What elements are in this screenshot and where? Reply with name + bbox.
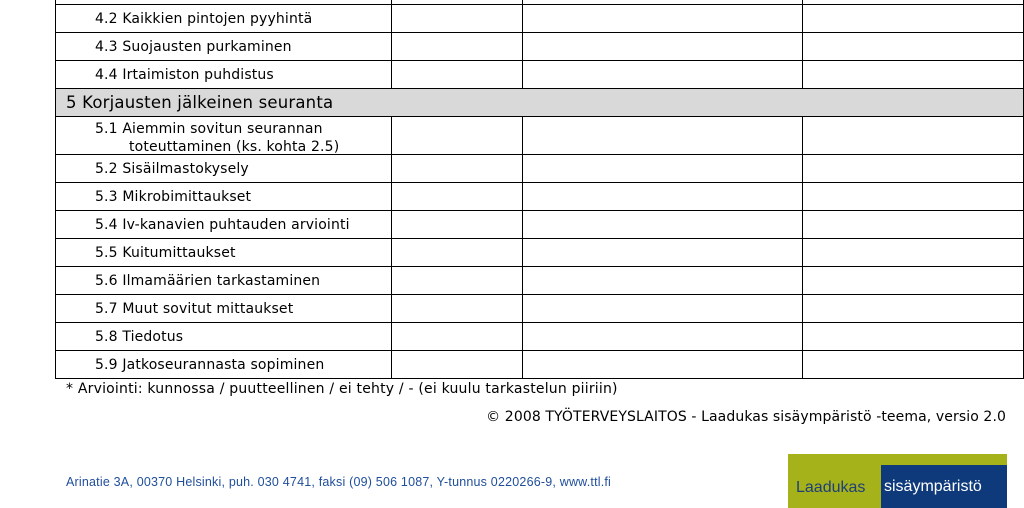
cell-responsible[interactable]: [803, 239, 1024, 266]
cell-responsible[interactable]: [803, 267, 1024, 294]
cell-rating[interactable]: [392, 117, 523, 154]
cell-notes[interactable]: [523, 155, 803, 182]
cell-rating[interactable]: [392, 211, 523, 238]
logo-word-laadukas: Laadukas: [796, 479, 866, 496]
cell-rating[interactable]: [392, 183, 523, 210]
row-label: 4.3 Suojausten purkaminen: [95, 38, 292, 55]
cell-rating[interactable]: [392, 33, 523, 60]
cell-notes[interactable]: [523, 117, 803, 154]
table-row: [56, 183, 1024, 211]
contact-address: Arinatie 3A, 00370 Helsinki, puh. 030 4741, faksi (09) 506 1087, Y-tunnus 0220266-9, www.ttl.fi: [66, 475, 612, 489]
cell-responsible[interactable]: [803, 323, 1024, 350]
cell-rating[interactable]: [392, 239, 523, 266]
cell-rating[interactable]: [392, 267, 523, 294]
cell-rating[interactable]: [392, 323, 523, 350]
cell-notes[interactable]: [523, 323, 803, 350]
row-label: 5.5 Kuitumittaukset: [95, 244, 236, 261]
table-row: [56, 351, 1024, 379]
table-row: [56, 61, 1024, 89]
table-row: [56, 5, 1024, 33]
cell-rating[interactable]: [392, 5, 523, 32]
row-label: [95, 120, 339, 154]
laadukas-sisaymparisto-logo: [788, 454, 1007, 508]
cell-responsible[interactable]: [803, 351, 1024, 378]
row-label: 4.2 Kaikkien pintojen pyyhintä: [95, 10, 313, 27]
table-row: [56, 239, 1024, 267]
cell-notes[interactable]: [523, 267, 803, 294]
cell-notes[interactable]: [523, 5, 803, 32]
row-label: 4.4 Irtaimiston puhdistus: [95, 66, 274, 83]
table-row: [56, 155, 1024, 183]
table-row: [56, 295, 1024, 323]
row-label: 5.4 Iv-kanavien puhtauden arviointi: [95, 216, 350, 233]
cell-responsible[interactable]: [803, 5, 1024, 32]
cell-notes[interactable]: [523, 239, 803, 266]
row-label: 5.3 Mikrobimittaukset: [95, 188, 252, 205]
row-label: 5.6 Ilmamäärien tarkastaminen: [95, 272, 321, 289]
logo-word-sisaymparisto: sisäympäristö: [884, 478, 982, 495]
cell-responsible[interactable]: [803, 61, 1024, 88]
cell-rating[interactable]: [392, 155, 523, 182]
cell-responsible[interactable]: [803, 33, 1024, 60]
table-row: [56, 211, 1024, 239]
cell-notes[interactable]: [523, 183, 803, 210]
cell-notes[interactable]: [523, 61, 803, 88]
cell-responsible[interactable]: [803, 295, 1024, 322]
row-label: 5.7 Muut sovitut mittaukset: [95, 300, 294, 317]
cell-rating[interactable]: [392, 351, 523, 378]
row-label: 5.9 Jatkoseurannasta sopiminen: [95, 356, 325, 373]
cell-rating[interactable]: [392, 61, 523, 88]
row-label: 5.2 Sisäilmastokysely: [95, 160, 249, 177]
row-label-line1: 5.1 Aiemmin sovitun seurannan: [95, 121, 323, 137]
rating-footnote: * Arviointi: kunnossa / puutteellinen / ei tehty / - (ei kuulu tarkastelun piiriin): [66, 381, 618, 397]
table-row: [56, 267, 1024, 295]
table-row: [56, 33, 1024, 61]
row-label-line2: toteuttaminen (ks. kohta 2.5): [129, 139, 340, 155]
section-header: 5 Korjausten jälkeinen seuranta: [56, 89, 1024, 117]
logo-blue-box: [881, 465, 1007, 508]
table-row: [56, 323, 1024, 351]
cell-responsible[interactable]: [803, 211, 1024, 238]
copyright-text: © 2008 TYÖTERVEYSLAITOS - Laadukas sisäympäristö -teema, versio 2.0: [486, 409, 1006, 425]
cell-notes[interactable]: [523, 211, 803, 238]
cell-rating[interactable]: [392, 295, 523, 322]
cell-responsible[interactable]: [803, 117, 1024, 154]
cell-notes[interactable]: [523, 351, 803, 378]
table-row: [56, 117, 1024, 155]
cell-responsible[interactable]: [803, 183, 1024, 210]
row-label: 5.8 Tiedotus: [95, 328, 184, 345]
cell-notes[interactable]: [523, 33, 803, 60]
cell-notes[interactable]: [523, 295, 803, 322]
cell-responsible[interactable]: [803, 155, 1024, 182]
checklist-table: [55, 0, 1024, 379]
